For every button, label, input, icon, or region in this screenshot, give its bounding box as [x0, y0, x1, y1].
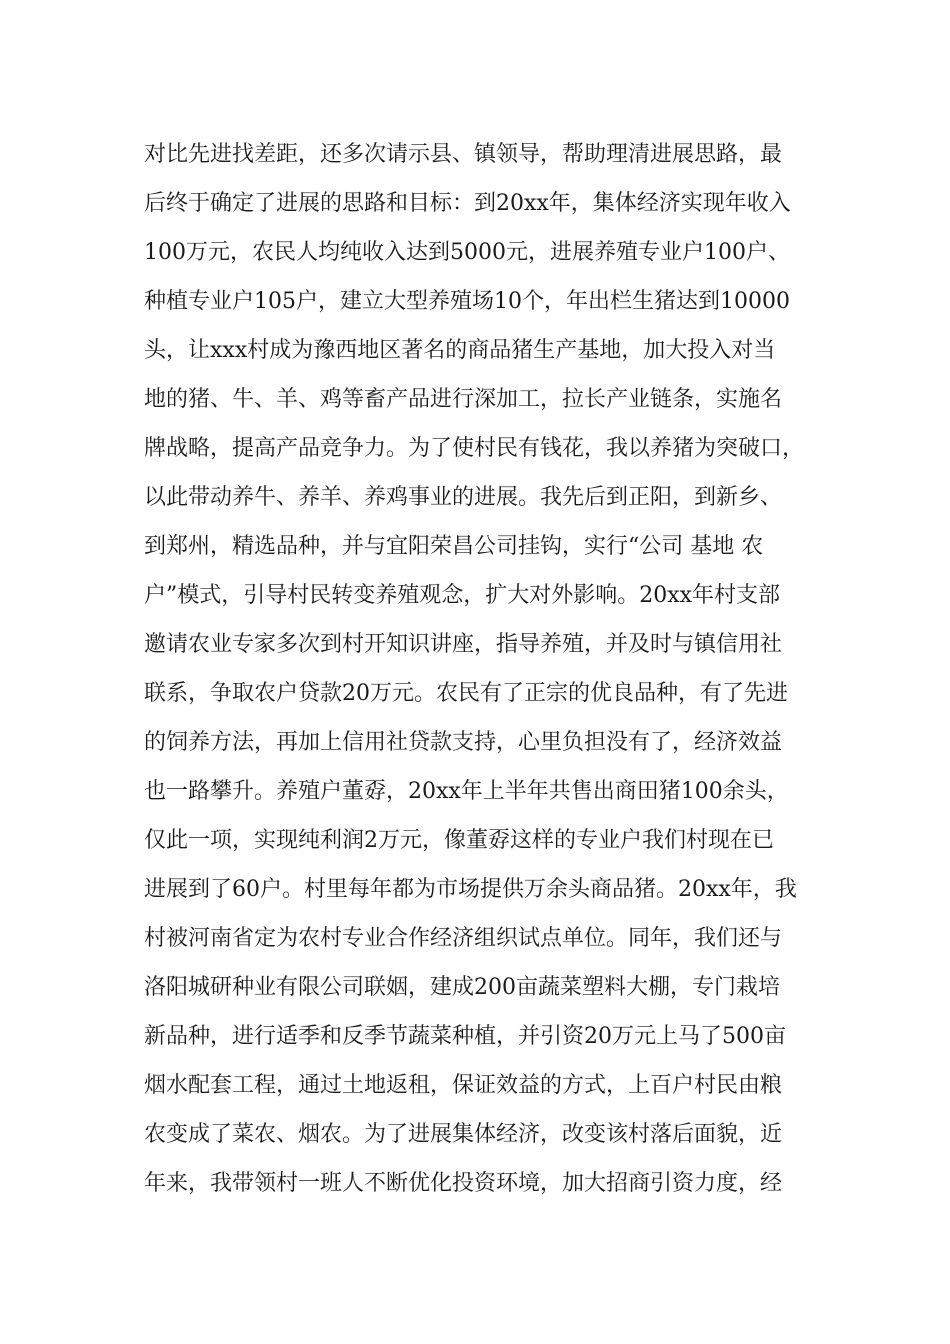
text-line: 新品种，进行适季和反季节蔬菜种植，并引资20万元上马了500亩 [144, 1024, 786, 1049]
text-line: 村被河南省定为农村专业合作经济组织试点单位。同年，我们还与 [144, 926, 783, 951]
text-line: 户”模式，引导村民转变养殖观念，扩大对外影响。20xx年村支部 [144, 583, 781, 608]
text-line: 也一路攀升。养殖户董孬，20xx年上半年共售出商田猪100余头， [144, 779, 789, 804]
text-line: 洛阳城研种业有限公司联姻，建成200亩蔬菜塑料大棚，专门栽培 [144, 975, 780, 1000]
text-line: 后终于确定了进展的思路和目标：到20xx年，集体经济实现年收入 [144, 191, 791, 216]
text-line: 仅此一项，实现纯利润2万元，像董孬这样的专业户我们村现在已 [144, 828, 774, 853]
text-line: 对比先进找差距，还多次请示县、镇领导，帮助理清进展思路，最 [144, 142, 783, 167]
text-line: 头，让xxx村成为豫西地区著名的商品猪生产基地，加大投入对当 [144, 338, 776, 363]
text-line: 进展到了60户。村里每年都为市场提供万余头商品猪。20xx年，我 [144, 877, 797, 902]
text-line: 到郑州，精选品种，并与宜阳荣昌公司挂钩，实行“公司 基地 农 [144, 534, 764, 559]
text-line: 地的猪、牛、羊、鸡等畜产品进行深加工，拉长产业链条，实施名 [144, 387, 783, 412]
text-line: 邀请农业专家多次到村开知识讲座，指导养殖，并及时与镇信用社 [144, 632, 783, 657]
body-paragraph [144, 130, 824, 1208]
text-line: 牌战略，提高产品竞争力。为了使村民有钱花，我以养猪为突破口， [144, 436, 805, 461]
text-line: 烟水配套工程，通过土地返租，保证效益的方式，上百户村民由粮 [144, 1073, 783, 1098]
text-line: 联系，争取农户贷款20万元。农民有了正宗的优良品种，有了先进 [144, 681, 788, 706]
text-line: 100万元，农民人均纯收入达到5000元，进展养殖专业户100户、 [144, 240, 790, 265]
text-line: 农变成了菜农、烟农。为了进展集体经济，改变该村落后面貌，近 [144, 1122, 783, 1147]
text-line: 以此带动养牛、养羊、养鸡事业的进展。我先后到正阳，到新乡、 [144, 485, 783, 510]
text-line: 种植专业户105户，建立大型养殖场10个，年出栏生猪达到10000 [144, 289, 790, 314]
text-line: 年来，我带领村一班人不断优化投资环境，加大招商引资力度，经 [144, 1171, 783, 1196]
text-line: 的饲养方法，再加上信用社贷款支持，心里负担没有了，经济效益 [144, 730, 783, 755]
